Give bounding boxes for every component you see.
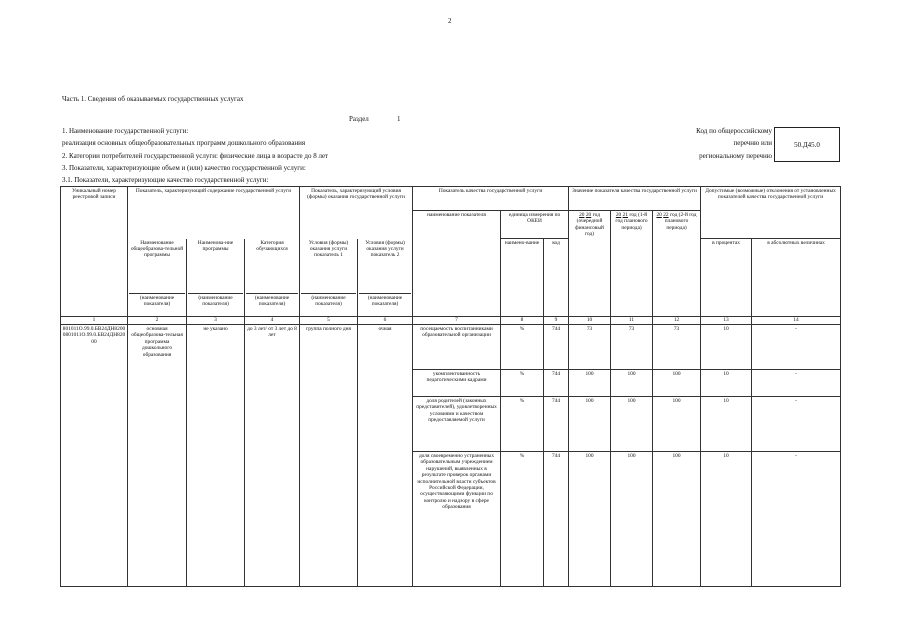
indicator-value-3: 100 <box>653 397 701 452</box>
service-name-label: 1. Наименование государственной услуги: <box>62 127 189 135</box>
indicator-value-2: 73 <box>611 325 653 370</box>
column-number: 12 <box>653 317 701 325</box>
header-absolute: в абсолютных величинах <box>752 239 841 317</box>
indicator-name: посещаемость воспитанниками образовательной организации <box>413 325 501 370</box>
column-number: 10 <box>569 317 611 325</box>
registry-label-1: Код по общероссийскому <box>696 127 772 135</box>
indicator-unit: % <box>501 370 544 397</box>
part-title: Часть 1. Сведения об оказываемых государственных услугах <box>62 95 244 103</box>
indicator-code: 744 <box>544 325 569 370</box>
header-content-spacer <box>128 211 300 239</box>
year-1-caption: год (очередной финансовый год) <box>575 212 604 238</box>
section-number: 1 <box>397 115 401 123</box>
header-unit-code: код <box>544 239 569 317</box>
header-unique-number: Уникальный номер реестровой записи <box>61 187 128 317</box>
header-col-4-title: Категория обучающихся <box>256 239 288 252</box>
year-2-value: 21 <box>622 212 628 218</box>
page-number: 2 <box>448 17 452 25</box>
indicator-value-2: 100 <box>611 452 653 587</box>
indicator-code: 744 <box>544 397 569 452</box>
indicator-value-1: 100 <box>569 370 611 397</box>
header-conditions: Показатель, характеризующий условия (формы) оказания государственной услуги <box>300 187 413 211</box>
registry-code: 50.Д45.0 <box>794 140 820 149</box>
year-3-prefix: 20 <box>656 212 662 218</box>
header-col-3-caption: (наименование показателя) <box>188 293 243 308</box>
year-2-caption: год (1-й год планового периода) <box>615 212 648 231</box>
column-number: 4 <box>245 317 300 325</box>
column-number: 7 <box>413 317 501 325</box>
header-row-1 <box>61 187 841 211</box>
header-year-1 <box>569 211 611 317</box>
indicator-value-3: 100 <box>653 452 701 587</box>
indicator-unit: % <box>501 325 544 370</box>
record-program: основная общеобразова-тельная программа дошкольного образования <box>128 325 187 587</box>
header-unit-name: наимено-вание <box>501 239 544 317</box>
indicator-deviation-absolute: - <box>752 370 841 397</box>
column-number: 3 <box>187 317 245 325</box>
indicator-deviation-percent: 10 <box>701 397 752 452</box>
record-form-1: группа полного дня <box>300 325 358 587</box>
indicator-unit: % <box>501 397 544 452</box>
indicator-value-1: 73 <box>569 325 611 370</box>
quality-indicators-table <box>60 186 841 587</box>
indicator-code: 744 <box>544 370 569 397</box>
registry-label-3: региональному перечню <box>699 152 772 160</box>
header-value: Значение показателя качества государственной услуги <box>569 187 701 211</box>
header-col-4-caption: (наименование показателя) <box>246 293 298 308</box>
header-col-2-title: Наименование общеобразова-тельной программы <box>130 239 184 259</box>
indicator-name: доля своевременно устраненных образовательным учреждением нарушений, выявленных в результате проверок органами исполнительной власти субъектов Российской Федерации, осуществляющими функции по контролю и надзору в сфере образования <box>413 452 501 587</box>
header-col-6-title: Условия (формы) оказания услуги показатель 2 <box>365 239 405 259</box>
indicator-deviation-percent: 10 <box>701 325 752 370</box>
column-number: 5 <box>300 317 358 325</box>
year-1-prefix: 20 <box>579 212 585 218</box>
header-deviation: Допустимые (возможные) отклонения от установленных показателей качества государственной услуги <box>701 187 841 239</box>
year-2-prefix: 20 <box>615 212 622 218</box>
service-name-value: реализация основных общеобразовательных программ дошкольного образования <box>62 139 306 147</box>
header-year-3 <box>653 211 701 317</box>
column-number: 9 <box>544 317 569 325</box>
column-number: 14 <box>752 317 841 325</box>
header-col-6-caption: (наименование показателя) <box>359 293 411 308</box>
indicator-deviation-percent: 10 <box>701 452 752 587</box>
indicator-value-2: 100 <box>611 397 653 452</box>
indicator-name: укомплектованность педагогическими кадрами <box>413 370 501 397</box>
header-year-2 <box>611 211 653 317</box>
column-number: 6 <box>358 317 413 325</box>
column-number: 8 <box>501 317 544 325</box>
header-col-5-title: Условия (формы) оказания услуги показатель 1 <box>308 239 349 259</box>
header-col-3 <box>187 239 245 317</box>
record-code-text: 801011О.99.0.БВ24ДН82000801011О.99.0.БВ24ДН82000 <box>62 326 126 345</box>
header-conditions-spacer <box>300 211 413 239</box>
record-program-name: не указано <box>187 325 245 587</box>
header-indicator-name: наименование показателя <box>413 211 501 317</box>
indicator-value-1: 100 <box>569 452 611 587</box>
indicators-heading: 3. Показатели, характеризующие объем и (или) качество государственной услуги: <box>62 164 306 172</box>
header-col-2-caption: (наименование показателя) <box>129 293 185 308</box>
indicator-code: 744 <box>544 452 569 587</box>
record-form-2: очная <box>358 325 413 587</box>
header-quality: Показатель качества государственной услуги <box>413 187 569 211</box>
year-3-caption: год (2-й год планового периода) <box>664 212 697 231</box>
column-number: 1 <box>61 317 128 325</box>
indicator-value-3: 73 <box>653 325 701 370</box>
registry-label-2: перечню или <box>733 139 772 147</box>
quality-indicators-heading: 3.1. Показатели, характеризующие качество государственной услуги: <box>62 176 269 184</box>
header-col-5 <box>300 239 358 317</box>
header-unit: единица измерения по ОКЕИ <box>501 211 569 239</box>
table-row <box>61 325 841 370</box>
column-number-row <box>61 317 841 325</box>
indicator-deviation-percent: 10 <box>701 370 752 397</box>
record-code <box>61 325 128 587</box>
year-3-value: 22 <box>663 212 669 218</box>
header-col-5-caption: (наименование показателя) <box>301 293 356 308</box>
header-col-6 <box>358 239 413 317</box>
header-col-2 <box>128 239 187 317</box>
section-label: Раздел <box>349 115 369 123</box>
consumer-category: 2. Категории потребителей государственной услуги: физические лица в возрасте до 8 лет <box>62 152 329 160</box>
indicator-value-1: 100 <box>569 397 611 452</box>
indicator-deviation-absolute: - <box>752 452 841 587</box>
header-percent: в процентах <box>701 239 752 317</box>
indicator-name: доля родителей (законных представителей), удовлетворенных условиями и качеством предоставляемой услуги <box>413 397 501 452</box>
registry-code-box <box>774 127 840 162</box>
year-1-value: 20 <box>585 212 592 218</box>
indicator-value-2: 100 <box>611 370 653 397</box>
indicator-deviation-absolute: - <box>752 397 841 452</box>
header-col-3-title: Наименова-ние программы <box>197 239 234 252</box>
indicator-value-3: 100 <box>653 370 701 397</box>
column-number: 2 <box>128 317 187 325</box>
header-col-4 <box>245 239 300 317</box>
indicator-unit: % <box>501 452 544 587</box>
column-number: 13 <box>701 317 752 325</box>
header-content: Показатель, характеризующий содержание государственной услуги <box>128 187 300 211</box>
record-category: до 3 лет/ от 3 лет до 8 лет <box>245 325 300 587</box>
column-number: 11 <box>611 317 653 325</box>
indicator-deviation-absolute: - <box>752 325 841 370</box>
